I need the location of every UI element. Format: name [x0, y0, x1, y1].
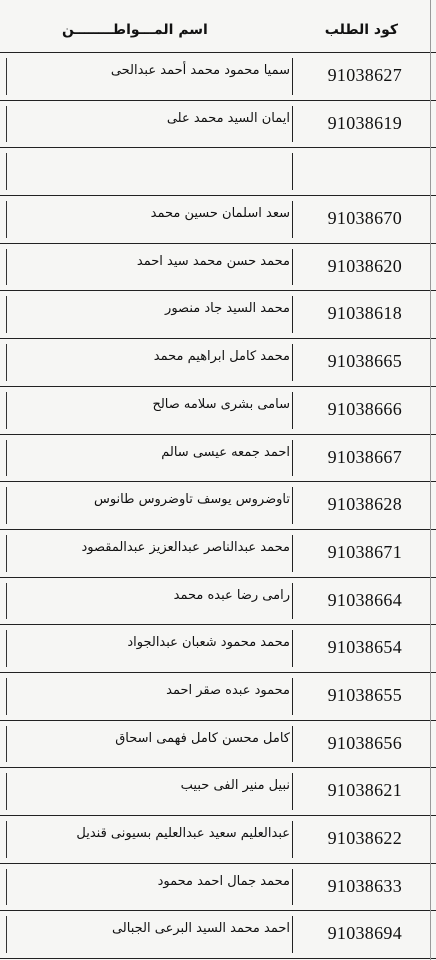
table-row — [0, 768, 436, 816]
column-divider — [292, 869, 293, 906]
request-code-cell: 91038666 — [327, 398, 402, 419]
request-code-cell: 91038656 — [327, 732, 402, 753]
table-row — [0, 864, 436, 912]
table-row — [0, 673, 436, 721]
left-border — [6, 916, 7, 953]
left-border — [6, 535, 7, 572]
page-edge — [430, 0, 431, 960]
citizen-name-cell: ايمان السيد محمد على — [166, 110, 290, 126]
left-border — [6, 726, 7, 763]
request-code-cell: 91038665 — [327, 351, 402, 372]
table-row — [0, 911, 436, 959]
citizen-name-cell: محمد حسن محمد سيد احمد — [136, 253, 290, 269]
table-row — [0, 435, 436, 483]
table-row — [0, 387, 436, 435]
header-citizen-name: اسم المـــواطــــــــن — [62, 22, 208, 38]
request-code-cell: 91038628 — [327, 494, 402, 515]
column-divider — [292, 535, 293, 572]
column-divider — [292, 773, 293, 810]
citizen-name-cell: محمد السيد جاد منصور — [165, 301, 290, 317]
request-code-cell: 91038664 — [327, 589, 402, 610]
left-border — [6, 392, 7, 429]
request-code-cell: 91038621 — [327, 780, 402, 801]
column-divider — [292, 630, 293, 667]
table-row — [0, 816, 436, 864]
column-divider — [292, 583, 293, 620]
request-code-cell: 91038622 — [327, 828, 402, 848]
column-divider — [292, 678, 293, 715]
column-divider — [292, 821, 293, 858]
left-border — [6, 201, 7, 238]
request-code-cell: 91038670 — [327, 208, 402, 229]
column-divider — [292, 916, 293, 953]
request-code-cell: 91038654 — [327, 637, 402, 658]
request-code-cell: 91038620 — [327, 255, 402, 276]
table-row — [0, 721, 436, 769]
column-divider — [292, 106, 293, 143]
citizen-name-cell: كامل محسن كامل فهمى اسحاق — [115, 730, 290, 746]
left-border — [6, 344, 7, 381]
header-request-code: كود الطلب — [324, 22, 398, 38]
column-divider — [292, 344, 293, 381]
table-row — [0, 482, 436, 530]
table-row — [0, 148, 436, 196]
left-border — [6, 440, 7, 477]
request-code-cell: 91038627 — [327, 65, 402, 85]
table-row — [0, 101, 436, 149]
request-code-cell: 91038618 — [327, 303, 402, 324]
column-divider — [292, 392, 293, 429]
left-border — [6, 487, 7, 524]
citizen-name-cell: سميا محمود محمد أحمد عبدالحى — [110, 63, 290, 78]
citizen-name-cell: محمد محمود شعبان عبدالجواد — [127, 635, 290, 651]
citizen-name-cell: احمد محمد السيد البرعى الجبالى — [111, 921, 290, 937]
citizen-name-cell: محمد عبدالناصر عبدالعزيز عبدالمقصود — [81, 539, 290, 555]
left-border — [6, 630, 7, 667]
column-divider — [292, 201, 293, 238]
citizen-name-cell: نبيل منير الفى حبيب — [180, 778, 290, 794]
table-row — [0, 52, 436, 101]
citizen-table — [0, 52, 436, 959]
request-code-cell: 91038667 — [327, 446, 402, 467]
table-row — [0, 339, 436, 387]
left-border — [6, 296, 7, 333]
citizen-name-cell: سعد اسلمان حسين محمد — [150, 206, 290, 222]
column-divider — [292, 58, 293, 95]
citizen-name-cell: تاوضروس يوسف تاوضروس طانوس — [93, 492, 290, 508]
request-code-cell: 91038619 — [327, 112, 402, 133]
citizen-name-cell: محمود عبده صقر احمد — [166, 682, 290, 698]
request-code-cell: 91038694 — [327, 923, 402, 944]
left-border — [6, 773, 7, 810]
request-code-cell: 91038671 — [327, 541, 402, 562]
citizen-name-cell: احمد جمعه عيسى سالم — [161, 444, 290, 460]
request-code-cell: 91038633 — [327, 875, 402, 896]
citizen-name-cell: محمد جمال احمد محمود — [157, 873, 290, 889]
table-row — [0, 196, 436, 244]
column-divider — [292, 296, 293, 333]
citizen-name-cell: محمد كامل ابراهيم محمد — [153, 349, 290, 365]
table-row — [0, 244, 436, 292]
citizen-name-cell: عبدالعليم سعيد عبدالعليم بسيونى قنديل — [76, 826, 290, 841]
citizen-name-cell: سامى بشرى سلامه صالح — [152, 396, 290, 412]
citizen-name-cell: رامى رضا عبده محمد — [173, 587, 290, 603]
left-border — [6, 821, 7, 858]
column-divider — [292, 487, 293, 524]
column-divider — [292, 249, 293, 286]
column-divider — [292, 440, 293, 477]
left-border — [6, 583, 7, 620]
table-row — [0, 625, 436, 673]
left-border — [6, 249, 7, 286]
left-border — [6, 869, 7, 906]
left-border — [6, 106, 7, 143]
table-row — [0, 578, 436, 626]
left-border — [6, 58, 7, 95]
column-divider — [292, 153, 293, 190]
left-border — [6, 678, 7, 715]
left-border — [6, 153, 7, 190]
column-divider — [292, 726, 293, 763]
request-code-cell: 91038655 — [327, 684, 402, 705]
table-row — [0, 291, 436, 339]
table-row — [0, 530, 436, 578]
